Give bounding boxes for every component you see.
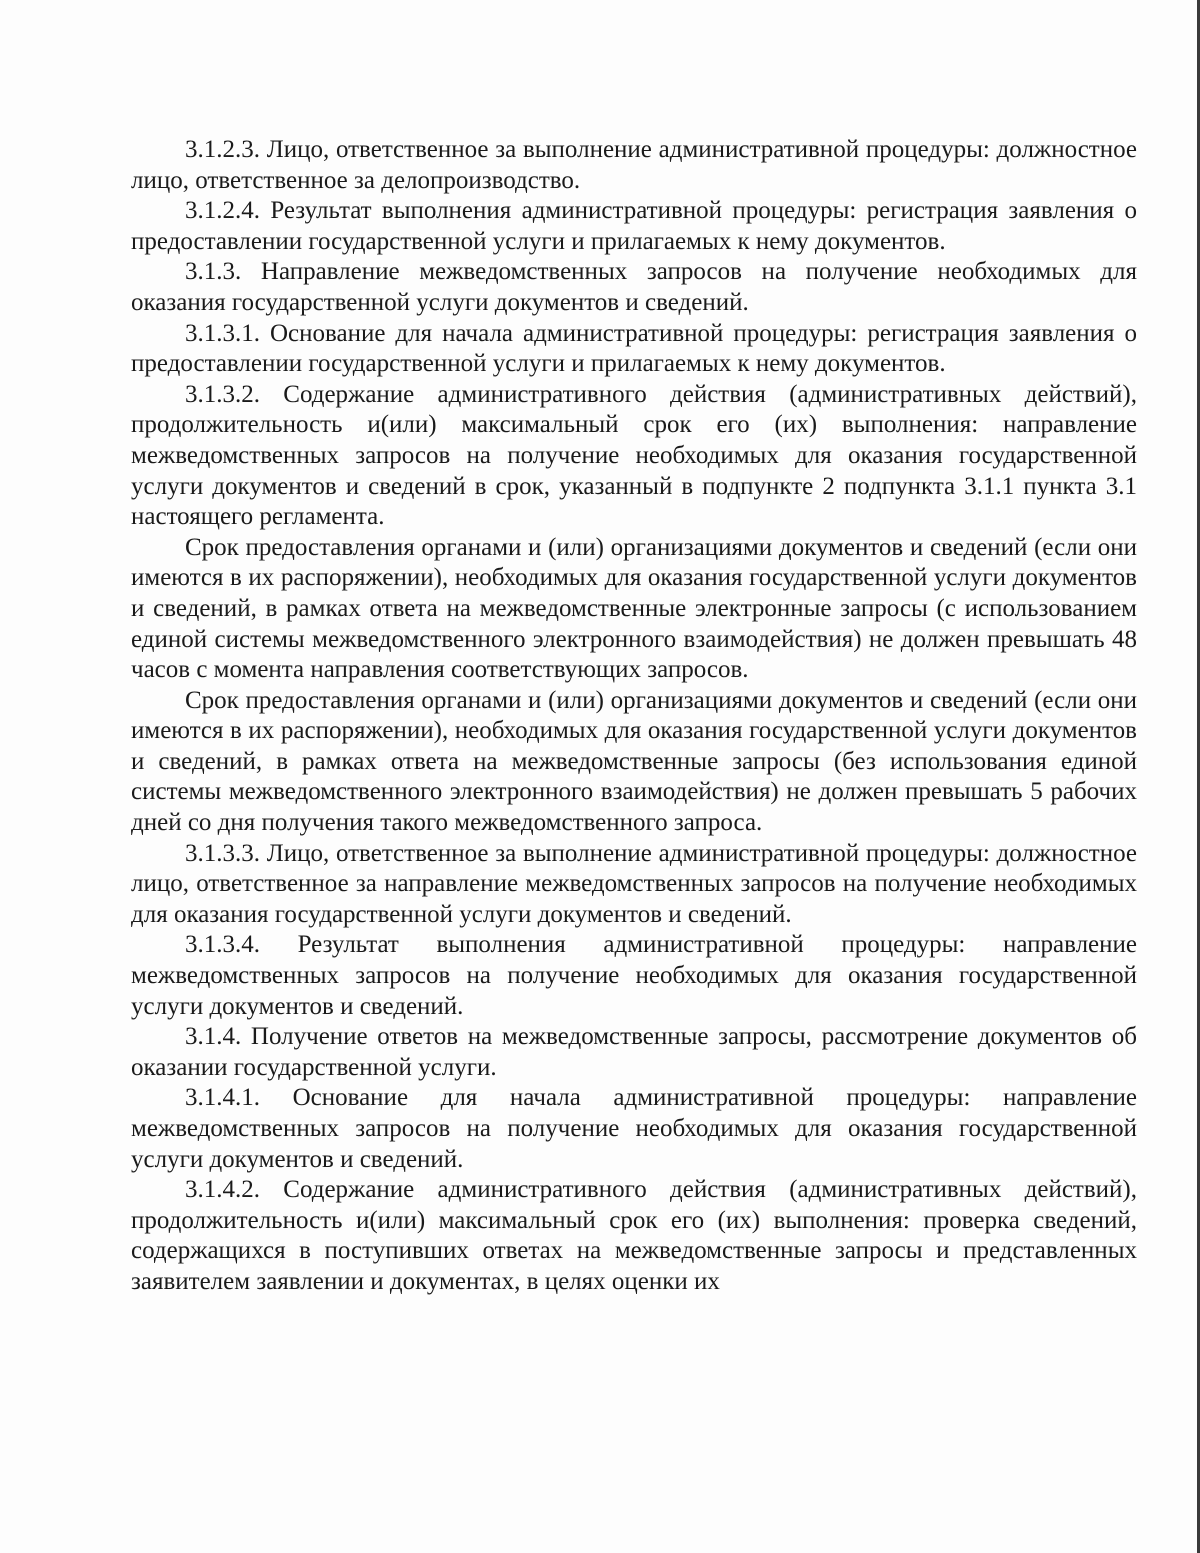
paragraph-3-1-2-4: 3.1.2.4. Результат выполнения административной процедуры: регистрация заявления о предоставлении государственной услуги и прилагаемых к нему документов. bbox=[131, 197, 1137, 255]
paragraph-3-1-4-1: 3.1.4.1. Основание для начала административной процедуры: направление межведомственных запросов на получение необходимых для оказания государственной услуги документов и сведений. bbox=[131, 1084, 1137, 1173]
paragraph-electronic-requests-deadline: Срок предоставления органами и (или) организациями документов и сведений (если они имеются в их распоряжении), необходимых для оказания государственной услуги документов и сведений, в рамках ответа на межведомственные электронные запросы (с использованием единой системы межведомственного электронного взаимодействия) не должен превышать 48 часов с момента направления соответствующих запросов. bbox=[131, 533, 1137, 684]
paragraph-paper-requests-deadline: Срок предоставления органами и (или) организациями документов и сведений (если они имеются в их распоряжении), необходимых для оказания государственной услуги документов и сведений, в рамках ответа на межведомственные запросы (без использования единой системы межведомственного электронного взаимодействия) не должен превышать 5 рабочих дней со дня получения такого межведомственного запроса. bbox=[131, 686, 1137, 837]
paragraph-3-1-3: 3.1.3. Направление межведомственных запросов на получение необходимых для оказания государственной услуги документов и сведений. bbox=[131, 258, 1137, 316]
paragraph-3-1-3-2: 3.1.3.2. Содержание административного действия (административных действий), продолжительность и(или) максимальный срок его (их) выполнения: направление межведомственных запросов на получение необходимых для оказания государственной услуги документов и сведений в срок, указанный в подпункте 2 подпункта 3.1.1 пункта 3.1 настоящего регламента. bbox=[131, 380, 1137, 531]
paragraph-3-1-2-3: 3.1.2.3. Лицо, ответственное за выполнение административной процедуры: должностное лицо, ответственное за делопроизводство. bbox=[131, 136, 1137, 194]
paragraph-3-1-4: 3.1.4. Получение ответов на межведомственные запросы, рассмотрение документов об оказании государственной услуги. bbox=[131, 1023, 1137, 1081]
paragraph-3-1-3-3: 3.1.3.3. Лицо, ответственное за выполнение административной процедуры: должностное лицо, ответственное за направление межведомственных запросов на получение необходимых для оказания государственной услуги документов и сведений. bbox=[131, 839, 1137, 928]
paragraph-3-1-3-1: 3.1.3.1. Основание для начала административной процедуры: регистрация заявления о предоставлении государственной услуги и прилагаемых к нему документов. bbox=[131, 319, 1137, 378]
paragraph-3-1-3-4: 3.1.3.4. Результат выполнения административной процедуры: направление межведомственных запросов на получение необходимых для оказания государственной услуги документов и сведений. bbox=[131, 931, 1137, 1020]
document-body bbox=[131, 135, 1137, 1298]
paragraph-3-1-4-2: 3.1.4.2. Содержание административного действия (административных действий), продолжительность и(или) максимальный срок его (их) выполнения: проверка сведений, содержащихся в поступивших ответах на межведомственные запросы и представленных заявителем заявлении и документах, в целях оценки их bbox=[131, 1176, 1137, 1295]
